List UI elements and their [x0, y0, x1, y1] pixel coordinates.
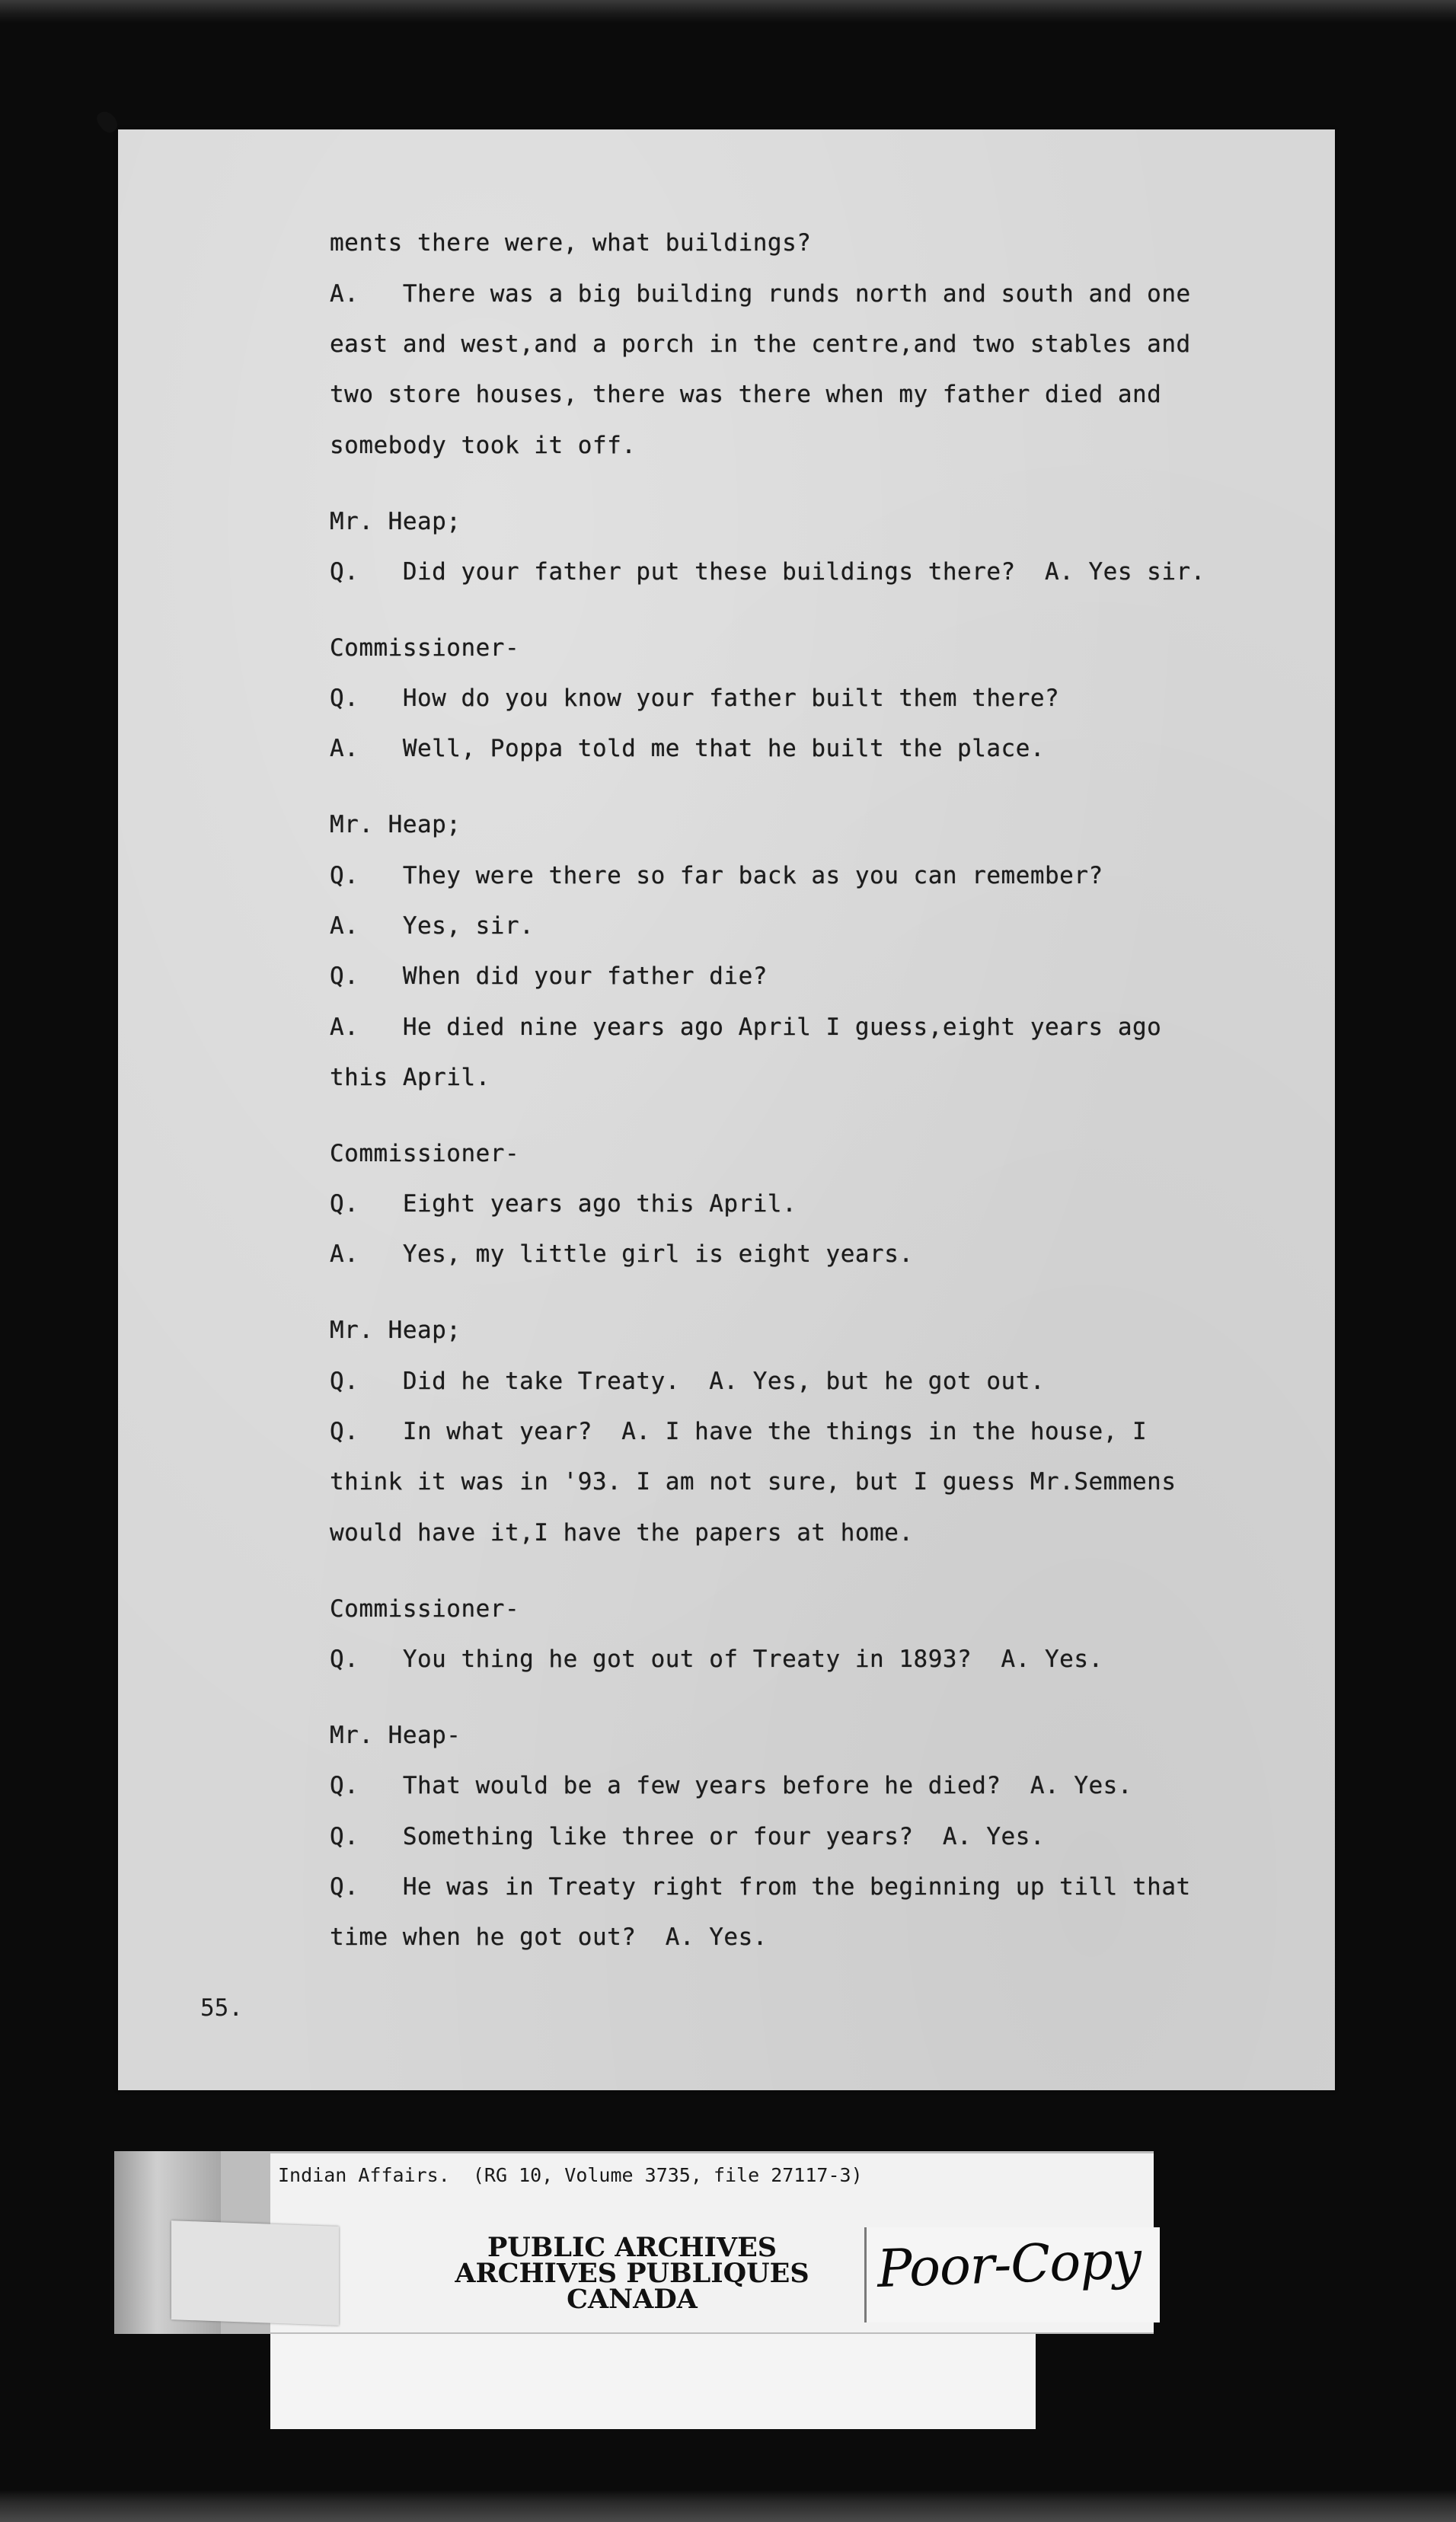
- film-strip-bottom: [0, 2490, 1456, 2522]
- transcript-line: this April.: [330, 1064, 490, 1091]
- transcript-line: Q. Did he take Treaty. A. Yes, but he got out.: [330, 1368, 1046, 1395]
- handwritten-note: Poor-Copy: [876, 2230, 1142, 2300]
- transcript-line: A. He died nine years ago April I guess,eight years ago: [330, 1014, 1162, 1041]
- transcript-line: Q. Did your father put these buildings there? A. Yes sir.: [330, 558, 1205, 586]
- archive-stamp-line-1: PUBLIC ARCHIVES: [487, 2232, 777, 2263]
- transcript-line: Q. He was in Treaty right from the beginning up till that: [330, 1873, 1191, 1901]
- archive-stamp: [426, 2232, 838, 2315]
- archive-stamp-line-2: ARCHIVES PUBLIQUES: [455, 2258, 809, 2289]
- transcript-line: time when he got out? A. Yes.: [330, 1923, 768, 1951]
- transcript-line: Q. In what year? A. I have the things in the house, I: [330, 1418, 1148, 1445]
- transcript-line: Q. Eight years ago this April.: [330, 1190, 797, 1218]
- transcript-line: Commissioner-: [330, 1140, 520, 1167]
- transcript-line: Mr. Heap;: [330, 1317, 461, 1344]
- transcript-line: Mr. Heap;: [330, 811, 461, 838]
- archive-lower-card: [270, 2334, 1036, 2429]
- transcript-line: Mr. Heap;: [330, 508, 461, 535]
- transcript-line: A. There was a big building runds north and south and one: [330, 280, 1191, 308]
- transcript-line: Q. That would be a few years before he died? A. Yes.: [330, 1772, 1132, 1799]
- transcript-line: Q. When did your father die?: [330, 963, 768, 990]
- archive-stamp-line-3: CANADA: [567, 2284, 698, 2315]
- transcript-line: A. Well, Poppa told me that he built the place.: [330, 735, 1046, 762]
- transcript-line: somebody took it off.: [330, 432, 637, 459]
- transcript-line: would have it,I have the papers at home.: [330, 1519, 914, 1547]
- transcript-line: Mr. Heap-: [330, 1722, 461, 1749]
- transcript-line: Commissioner-: [330, 1595, 520, 1623]
- transcript-line: A. Yes, sir.: [330, 912, 535, 940]
- page-number: 55.: [200, 1994, 243, 2022]
- transcript-line: two store houses, there was there when my father died and: [330, 381, 1162, 408]
- page-mark: [94, 107, 120, 136]
- transcript-line: Q. Something like three or four years? A. Yes.: [330, 1823, 1046, 1850]
- archive-citation: Indian Affairs. (RG 10, Volume 3735, file 27117-3): [278, 2164, 863, 2186]
- transcript-line: Q. You thing he got out of Treaty in 1893? A. Yes.: [330, 1646, 1103, 1673]
- transcript-line: think it was in '93. I am not sure, but I guess Mr.Semmens: [330, 1468, 1177, 1496]
- archive-tab: [171, 2220, 339, 2326]
- film-strip-top: [0, 0, 1456, 23]
- transcript-line: A. Yes, my little girl is eight years.: [330, 1240, 914, 1268]
- transcript-line: Q. They were there so far back as you can remember?: [330, 862, 1103, 889]
- transcript-line: ments there were, what buildings?: [330, 229, 812, 257]
- transcript-line: east and west,and a porch in the centre,and two stables and: [330, 330, 1191, 358]
- transcript-line: Commissioner-: [330, 634, 520, 662]
- transcript-line: Q. How do you know your father built them there?: [330, 685, 1060, 712]
